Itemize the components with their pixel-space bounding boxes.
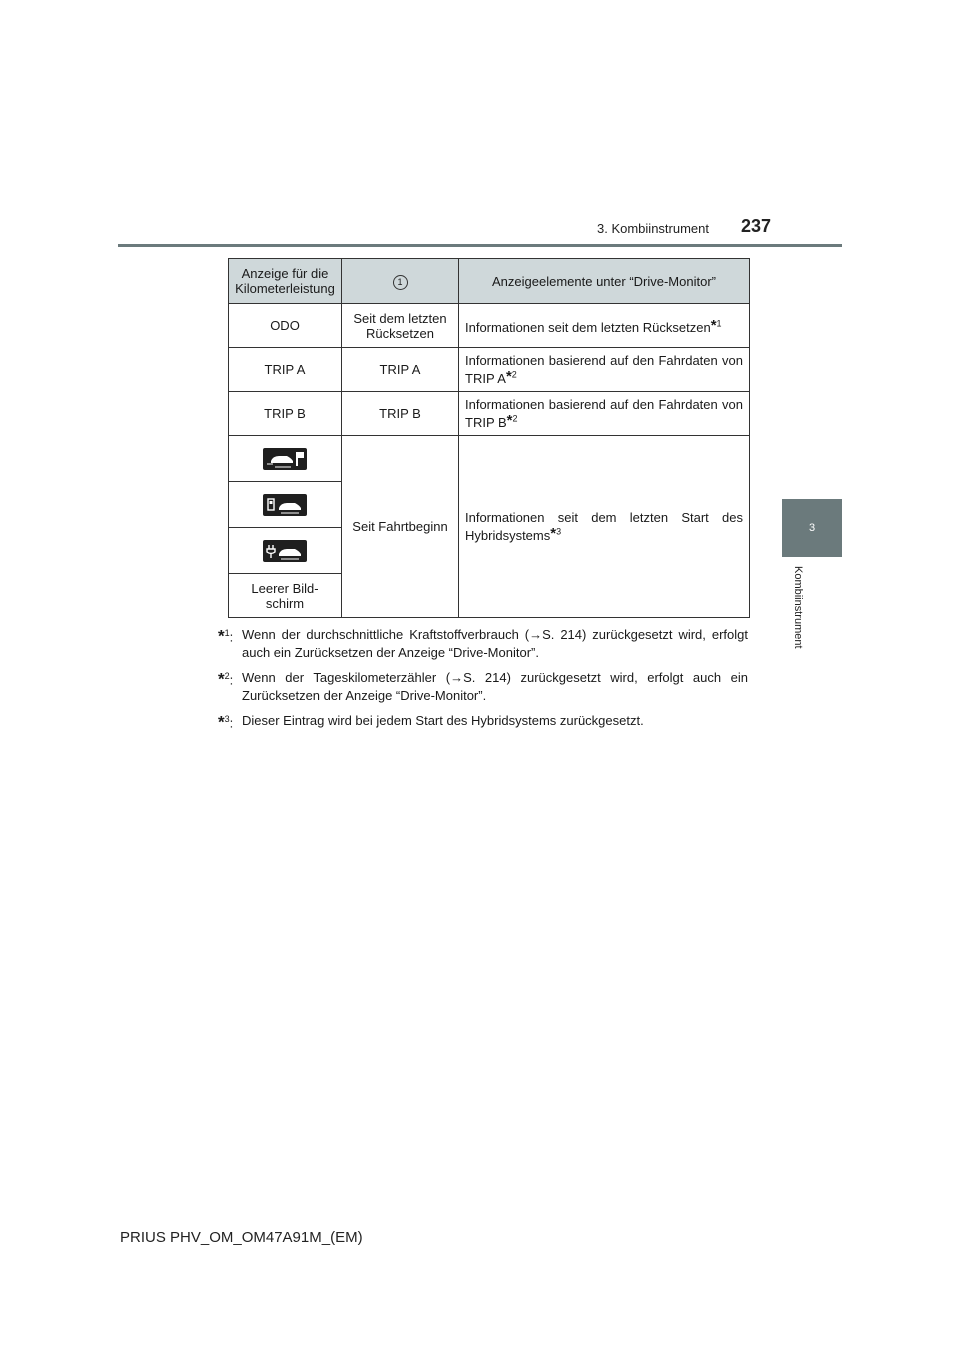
cell-items: Informationen basierend auf den Fahrdaten von TRIP A*$^2$ [459,348,750,392]
cell-display [229,528,342,574]
fuel-car-icon [263,494,307,516]
cell-display [229,436,342,482]
chapter-label: Kombiinstrument [792,566,804,649]
cell-display [229,482,342,528]
plug-car-icon [263,540,307,562]
cell-items: Informationen seit dem letzten Start des Hybridsystems*$^3$ [459,436,750,618]
cell-items: Informationen basierend auf den Fahrdaten von TRIP B*$^2$ [459,392,750,436]
chapter-tab[interactable] [782,499,842,557]
cell-display: ODO [229,304,342,348]
header-rule [118,244,842,247]
footnote: *$^3$: Dieser Eintrag wird bei jedem Start des Hybridsystems zurückgesetzt. [218,712,644,732]
cell-callout: Seit dem letzten Rücksetzen [342,304,459,348]
table-row [229,304,750,348]
footnote-ref[interactable]: 1 [716,318,722,329]
header-cell-display: Anzeige für die Kilometerleistung [229,259,342,304]
footnote-ref[interactable]: 2 [511,369,517,380]
cell-callout: TRIP B [342,392,459,436]
header-cell-callout [342,259,459,304]
section-title: 3. Kombiinstrument [597,221,709,236]
cell-callout: Seit Fahrtbeginn [342,436,459,618]
table-row [229,348,750,392]
header-cell-items: Anzeigeelemente unter “Drive-Monitor” [459,259,750,304]
chapter-number: 3 [808,522,816,534]
cell-display: TRIP B [229,392,342,436]
footnote: *$^2$: Wenn der Tageskilometerzähler (→S. 214) zurückgesetzt wird, erfolgt auch ein Zurücksetzen der Anzeige “Drive-Monitor”. [218,669,748,703]
footnote-ref[interactable]: 3 [556,526,562,537]
table-row [229,392,750,436]
table-row [229,436,750,482]
table-header-row [229,259,750,304]
car-flag-icon [263,448,307,470]
page-number: 237 [741,216,772,236]
footnote-ref[interactable]: 2 [512,413,518,424]
drive-monitor-table [228,258,750,618]
cell-items: Informationen seit dem letzten Rücksetzen*$^1$ [459,304,750,348]
cell-callout: TRIP A [342,348,459,392]
callout-number: 1 [393,275,408,290]
footnotes [218,626,748,737]
document-code: PRIUS PHV_OM_OM47A91M_(EM) [120,1229,363,1246]
cell-display: Leerer Bild-schirm [229,574,342,618]
footnote: *$^1$: Wenn der durchschnittliche Kraftstoffverbrauch (→S. 214) zurückgesetzt wird, erfolgt auch ein Zurücksetzen der Anzeige “Drive-Monitor”. [218,626,748,660]
cell-display: TRIP A [229,348,342,392]
